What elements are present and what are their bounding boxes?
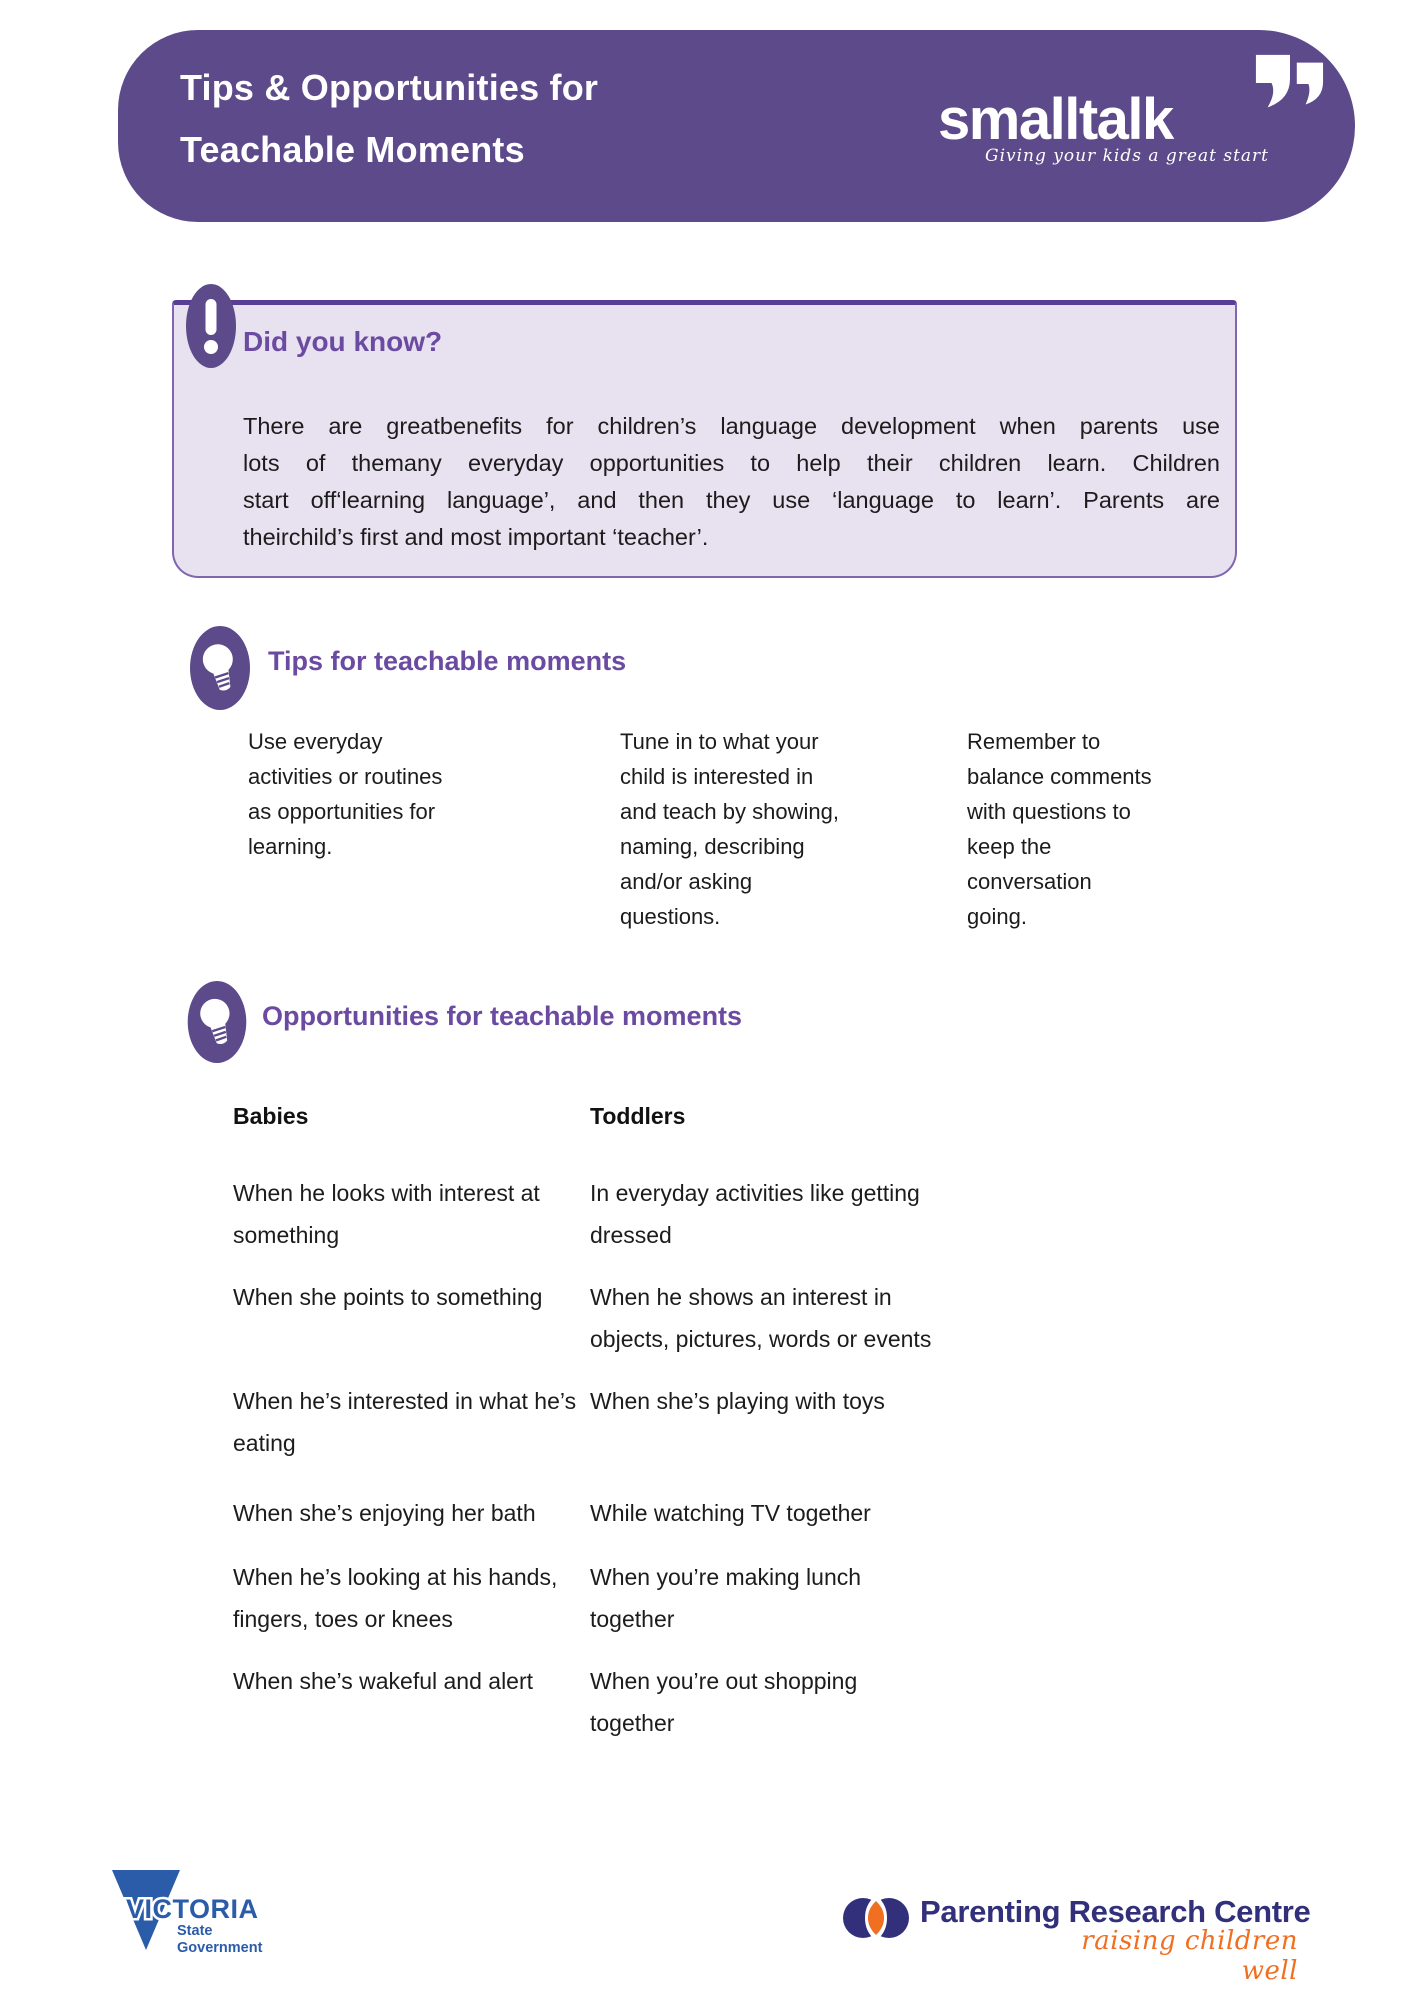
table-row [233,1172,1233,1256]
parenting-research-centre-wordmark: Parenting Research Centre [920,1894,1311,1929]
victoria-wordmark: VICTORIA [126,1894,259,1924]
header-band [118,30,1355,222]
overlapping-petals-icon [843,1888,909,1953]
toddlers-cell: In everyday activities like getting dressed [590,1180,920,1248]
tip-item: Tune in to what your child is interested in and teach by showing, naming, describing and/or asking questions. [620,729,839,929]
lightbulb-icon [190,626,250,715]
smalltalk-tagline: Giving your kids a great start [985,146,1269,166]
tip-item: Use everyday activities or routines as opportunities for learning. [248,729,443,859]
body-line: There are greatbenefits for children’s language development when parents use [243,413,1220,439]
victoria-state-government-logo [86,1866,296,1996]
lightbulb-icon [187,981,247,1068]
table-row [233,1492,1233,1534]
body-line: lots of themany everyday opportunities to help their children learn. Children [243,450,1220,476]
babies-cell: When she’s enjoying her bath [233,1500,536,1526]
babies-cell: When she’s wakeful and alert [233,1668,534,1694]
did-you-know-body [243,408,1220,556]
babies-cell: When he’s looking at his hands, fingers, toes or knees [233,1564,558,1632]
body-line: start off‘learning language’, and then they use ‘language to learn’. Parents are [243,487,1220,513]
exclamation-icon [186,284,236,373]
opportunities-heading: Opportunities for teachable moments [262,1001,743,1031]
victoria-sub1: State [177,1923,213,1939]
table-row [233,1380,1233,1464]
table-row [233,1276,1233,1360]
toddlers-cell: When you’re out shopping together [590,1668,858,1736]
page-title: Tips & Opportunities for Teachable Moments [180,67,599,170]
quote-marks-icon [1253,52,1325,123]
babies-cell: When she points to something [233,1284,543,1310]
victoria-sub2: Government [177,1940,263,1956]
smalltalk-logo: smalltalk [938,87,1173,152]
toddlers-cell: When she’s playing with toys [590,1388,885,1414]
did-you-know-heading: Did you know? [243,326,443,357]
babies-cell: When he’s interested in what he’s eating [233,1388,577,1456]
babies-cell: When he looks with interest at something [233,1180,540,1248]
body-line: theirchild’s first and most important ‘teacher’. [243,524,709,550]
table-row [233,1556,1233,1640]
tips-heading: Tips for teachable moments [268,646,627,676]
babies-column-header: Babies [233,1103,309,1129]
tip-item: Remember to balance comments with questions to keep the conversation going. [967,729,1152,929]
table-header-row [233,1100,1233,1132]
toddlers-column-header: Toddlers [590,1103,686,1129]
toddlers-cell: When he shows an interest in objects, pictures, words or events [590,1284,932,1352]
table-row [233,1660,1233,1744]
toddlers-cell: While watching TV together [590,1500,871,1526]
prc-tagline: raising children well [1081,1926,1298,1986]
toddlers-cell: When you’re making lunch together [590,1564,862,1632]
